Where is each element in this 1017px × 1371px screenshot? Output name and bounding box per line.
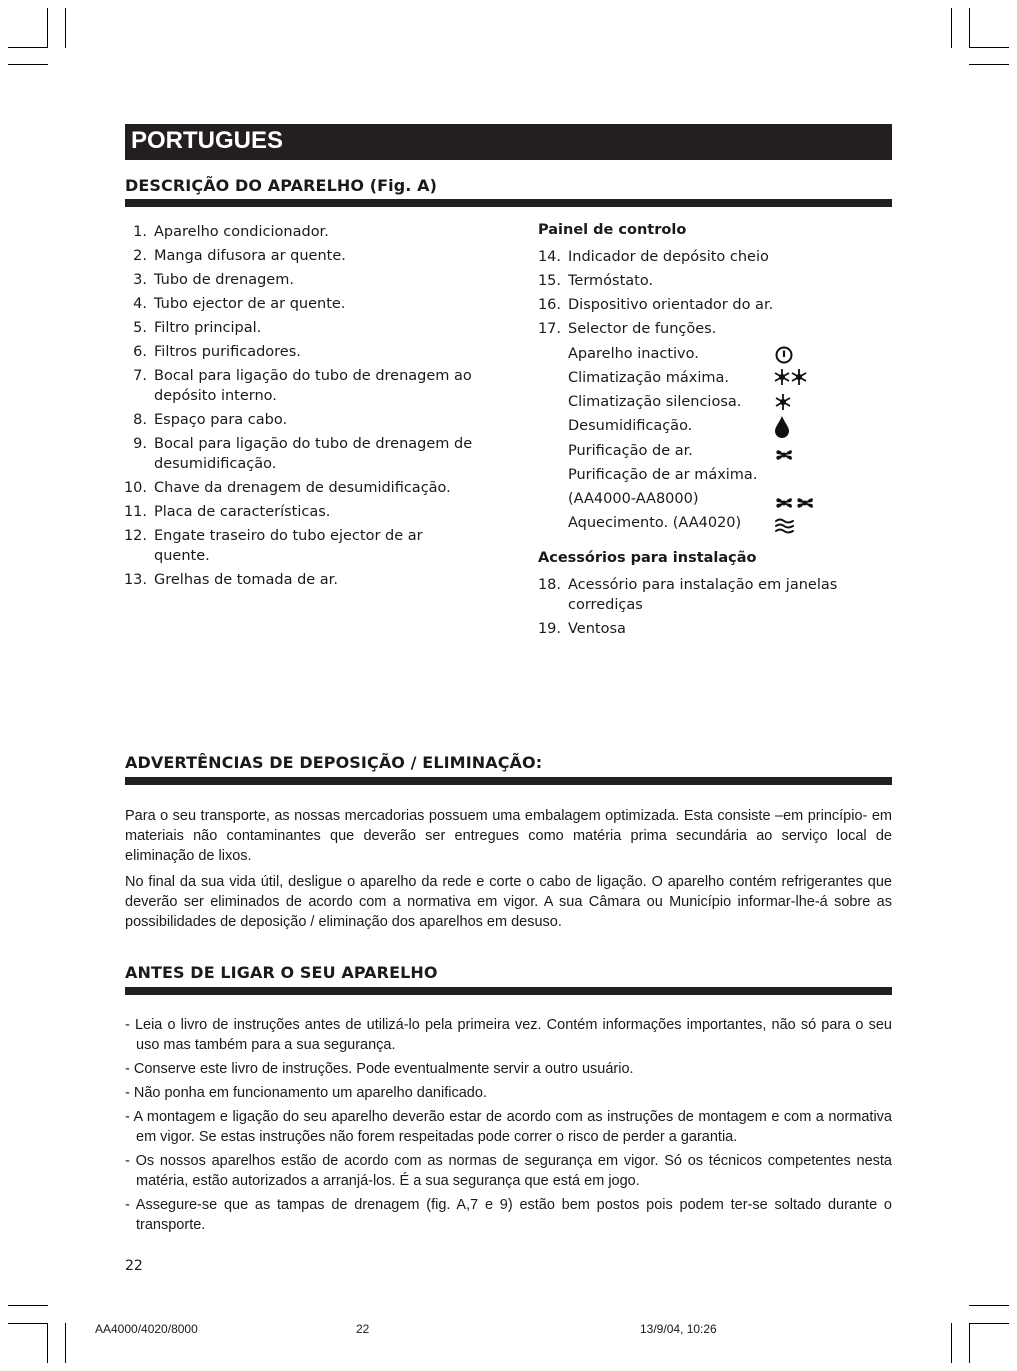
crop-mark bbox=[969, 64, 1009, 65]
list-number: 7. bbox=[133, 368, 147, 384]
crop-mark bbox=[969, 47, 1009, 48]
control-panel-title: Painel de controlo bbox=[538, 222, 687, 238]
crop-mark bbox=[8, 1323, 48, 1324]
heat-waves-icon bbox=[774, 516, 796, 536]
function-mode-label: Purificação de ar. bbox=[568, 443, 693, 459]
description-item bbox=[133, 294, 474, 314]
description-heading: DESCRIÇÃO DO APARELHO (Fig. A) bbox=[125, 176, 438, 195]
crop-mark bbox=[65, 8, 66, 48]
list-text: Tubo de drenagem. bbox=[154, 272, 294, 288]
function-mode-label: Climatização máxima. bbox=[568, 370, 729, 386]
list-number: 10. bbox=[123, 480, 147, 496]
list-number: 3. bbox=[133, 272, 147, 288]
list-text: Espaço para cabo. bbox=[154, 412, 288, 428]
footer-model: AA4000/4020/8000 bbox=[95, 1322, 198, 1336]
accessories-list bbox=[537, 575, 898, 643]
language-title-bar bbox=[125, 124, 892, 160]
crop-mark bbox=[951, 1323, 952, 1363]
list-number: 5. bbox=[133, 320, 147, 336]
control-panel-list bbox=[537, 247, 888, 343]
accessory-item bbox=[537, 575, 898, 615]
crop-mark bbox=[951, 8, 952, 48]
control-panel-item bbox=[537, 247, 888, 267]
function-mode-label: Desumidificação. bbox=[568, 418, 693, 434]
crop-mark bbox=[8, 64, 48, 65]
function-mode-label: Climatização silenciosa. bbox=[568, 394, 742, 410]
list-number: 4. bbox=[133, 296, 147, 312]
list-number: 12. bbox=[123, 528, 147, 544]
list-number: 8. bbox=[133, 412, 147, 428]
description-list bbox=[123, 222, 474, 594]
crop-mark bbox=[8, 1305, 48, 1306]
list-text: Termóstato. bbox=[568, 273, 654, 289]
crop-mark bbox=[969, 1305, 1009, 1306]
control-panel-item bbox=[537, 295, 888, 315]
double-fan-icon bbox=[774, 493, 816, 513]
description-item bbox=[133, 318, 474, 338]
safety-bullet: - A montagem e ligação do seu aparelho deverão estar de acordo com as instruções de montagem e com a normativa em vigor. Se estas instruções não forem respeitadas pode correr o risco de perder a garantia. bbox=[125, 1109, 892, 1145]
list-text: Indicador de depósito cheio bbox=[568, 249, 769, 265]
language-title: PORTUGUES bbox=[131, 127, 284, 154]
double-snowflake-icon bbox=[774, 367, 808, 387]
page-number: 22 bbox=[125, 1258, 143, 1274]
water-drop-icon bbox=[772, 415, 794, 439]
accessories-title: Acessórios para instalação bbox=[538, 550, 757, 566]
list-number: 1. bbox=[133, 224, 147, 240]
list-text: Manga difusora ar quente. bbox=[154, 248, 346, 264]
list-text: Grelhas de tomada de ar. bbox=[154, 572, 338, 588]
crop-mark bbox=[47, 1323, 48, 1363]
list-text: Bocal para ligação do tubo de drenagem ao depósito interno. bbox=[154, 368, 472, 404]
disposal-paragraph: Para o seu transporte, as nossas mercadorias possuem uma embalagem optimizada. Esta consiste –em princípio- em materiais não contaminantes que deverão ser entregues como matéria prima secundária ao serviço local de eliminação de lixos. bbox=[125, 808, 892, 864]
footer-date: 13/9/04, 10:26 bbox=[640, 1322, 717, 1336]
section-rule bbox=[125, 777, 892, 785]
crop-mark bbox=[969, 1323, 970, 1363]
function-mode-label: Aquecimento. (AA4020) bbox=[568, 515, 742, 531]
list-number: 11. bbox=[123, 504, 147, 520]
list-number: 17. bbox=[537, 321, 561, 337]
description-item bbox=[123, 526, 474, 566]
list-number: 13. bbox=[123, 572, 147, 588]
snowflake-icon bbox=[773, 392, 795, 412]
disposal-heading: ADVERTÊNCIAS DE DEPOSIÇÃO / ELIMINAÇÃO: bbox=[125, 753, 543, 772]
list-number: 14. bbox=[537, 249, 561, 265]
function-mode-label: Aparelho inactivo. bbox=[568, 346, 699, 362]
list-text: Aparelho condicionador. bbox=[154, 224, 329, 240]
safety-bullet: - Os nossos aparelhos estão de acordo com as normas de segurança em vigor. Só os técnicos competentes nesta matéria, estão autorizados a arranjá-los. É a sua segurança que está em jogo. bbox=[125, 1153, 892, 1189]
description-item bbox=[123, 570, 474, 590]
list-number: 2. bbox=[133, 248, 147, 264]
control-panel-item bbox=[537, 271, 888, 291]
list-text: Acessório para instalação em janelas corrediças bbox=[568, 577, 838, 613]
footer-page: 22 bbox=[356, 1322, 370, 1336]
crop-mark bbox=[969, 8, 970, 48]
description-item bbox=[133, 270, 474, 290]
section-rule bbox=[125, 987, 892, 995]
crop-mark bbox=[969, 1323, 1009, 1324]
disposal-paragraph: No final da sua vida útil, desligue o aparelho da rede e corte o cabo de ligação. O aparelho contém refrigerantes que deverão ser eliminados de acordo com a normativa em vigor. A sua Câmara ou Município informar-lhe-á sobre as possibilidades de deposição / eliminação dos aparelhos em desuso. bbox=[125, 874, 892, 930]
crop-mark bbox=[65, 1323, 66, 1363]
safety-bullet-list bbox=[125, 1015, 892, 1239]
safety-bullet: - Assegure-se que as tampas de drenagem (fig. A,7 e 9) estão bem postos pois podem ter-se soltado durante o transporte. bbox=[125, 1197, 892, 1233]
list-text: Bocal para ligação do tubo de drenagem de desumidificação. bbox=[154, 436, 473, 472]
crop-mark bbox=[47, 8, 48, 48]
list-text: Tubo ejector de ar quente. bbox=[154, 296, 346, 312]
list-text: Filtros purificadores. bbox=[154, 344, 301, 360]
list-number: 15. bbox=[537, 273, 561, 289]
description-item bbox=[123, 478, 474, 498]
description-item bbox=[133, 342, 474, 362]
list-text: Engate traseiro do tubo ejector de ar quente. bbox=[154, 528, 423, 564]
power-icon bbox=[773, 345, 795, 365]
description-item bbox=[133, 410, 474, 430]
fan-icon bbox=[774, 445, 796, 465]
description-item bbox=[133, 246, 474, 266]
list-text: Filtro principal. bbox=[154, 320, 262, 336]
function-mode-label: (AA4000-AA8000) bbox=[568, 491, 699, 507]
list-text: Chave da drenagem de desumidificação. bbox=[154, 480, 451, 496]
description-item bbox=[133, 434, 474, 474]
list-text: Placa de características. bbox=[154, 504, 331, 520]
before-use-heading: ANTES DE LIGAR O SEU APARELHO bbox=[125, 963, 438, 982]
list-text: Dispositivo orientador do ar. bbox=[568, 297, 774, 313]
list-number: 6. bbox=[133, 344, 147, 360]
list-text: Selector de funções. bbox=[568, 321, 717, 337]
description-item bbox=[123, 502, 474, 522]
safety-bullet: - Não ponha em funcionamento um aparelho danificado. bbox=[125, 1085, 487, 1101]
function-mode-label: Purificação de ar máxima. bbox=[568, 467, 758, 483]
description-item bbox=[133, 222, 474, 242]
list-number: 9. bbox=[133, 436, 147, 452]
safety-bullet: - Conserve este livro de instruções. Pode eventualmente servir a outro usuário. bbox=[125, 1061, 634, 1077]
crop-mark bbox=[8, 47, 48, 48]
list-number: 18. bbox=[537, 577, 561, 593]
control-panel-item bbox=[537, 319, 888, 339]
section-rule bbox=[125, 199, 892, 207]
list-text: Ventosa bbox=[568, 621, 626, 637]
list-number: 16. bbox=[537, 297, 561, 313]
description-item bbox=[133, 366, 474, 406]
safety-bullet: - Leia o livro de instruções antes de utilizá-lo pela primeira vez. Contém informações importantes, não só para o seu uso mas também para a sua segurança. bbox=[125, 1017, 892, 1053]
accessory-item bbox=[537, 619, 898, 639]
list-number: 19. bbox=[537, 621, 561, 637]
